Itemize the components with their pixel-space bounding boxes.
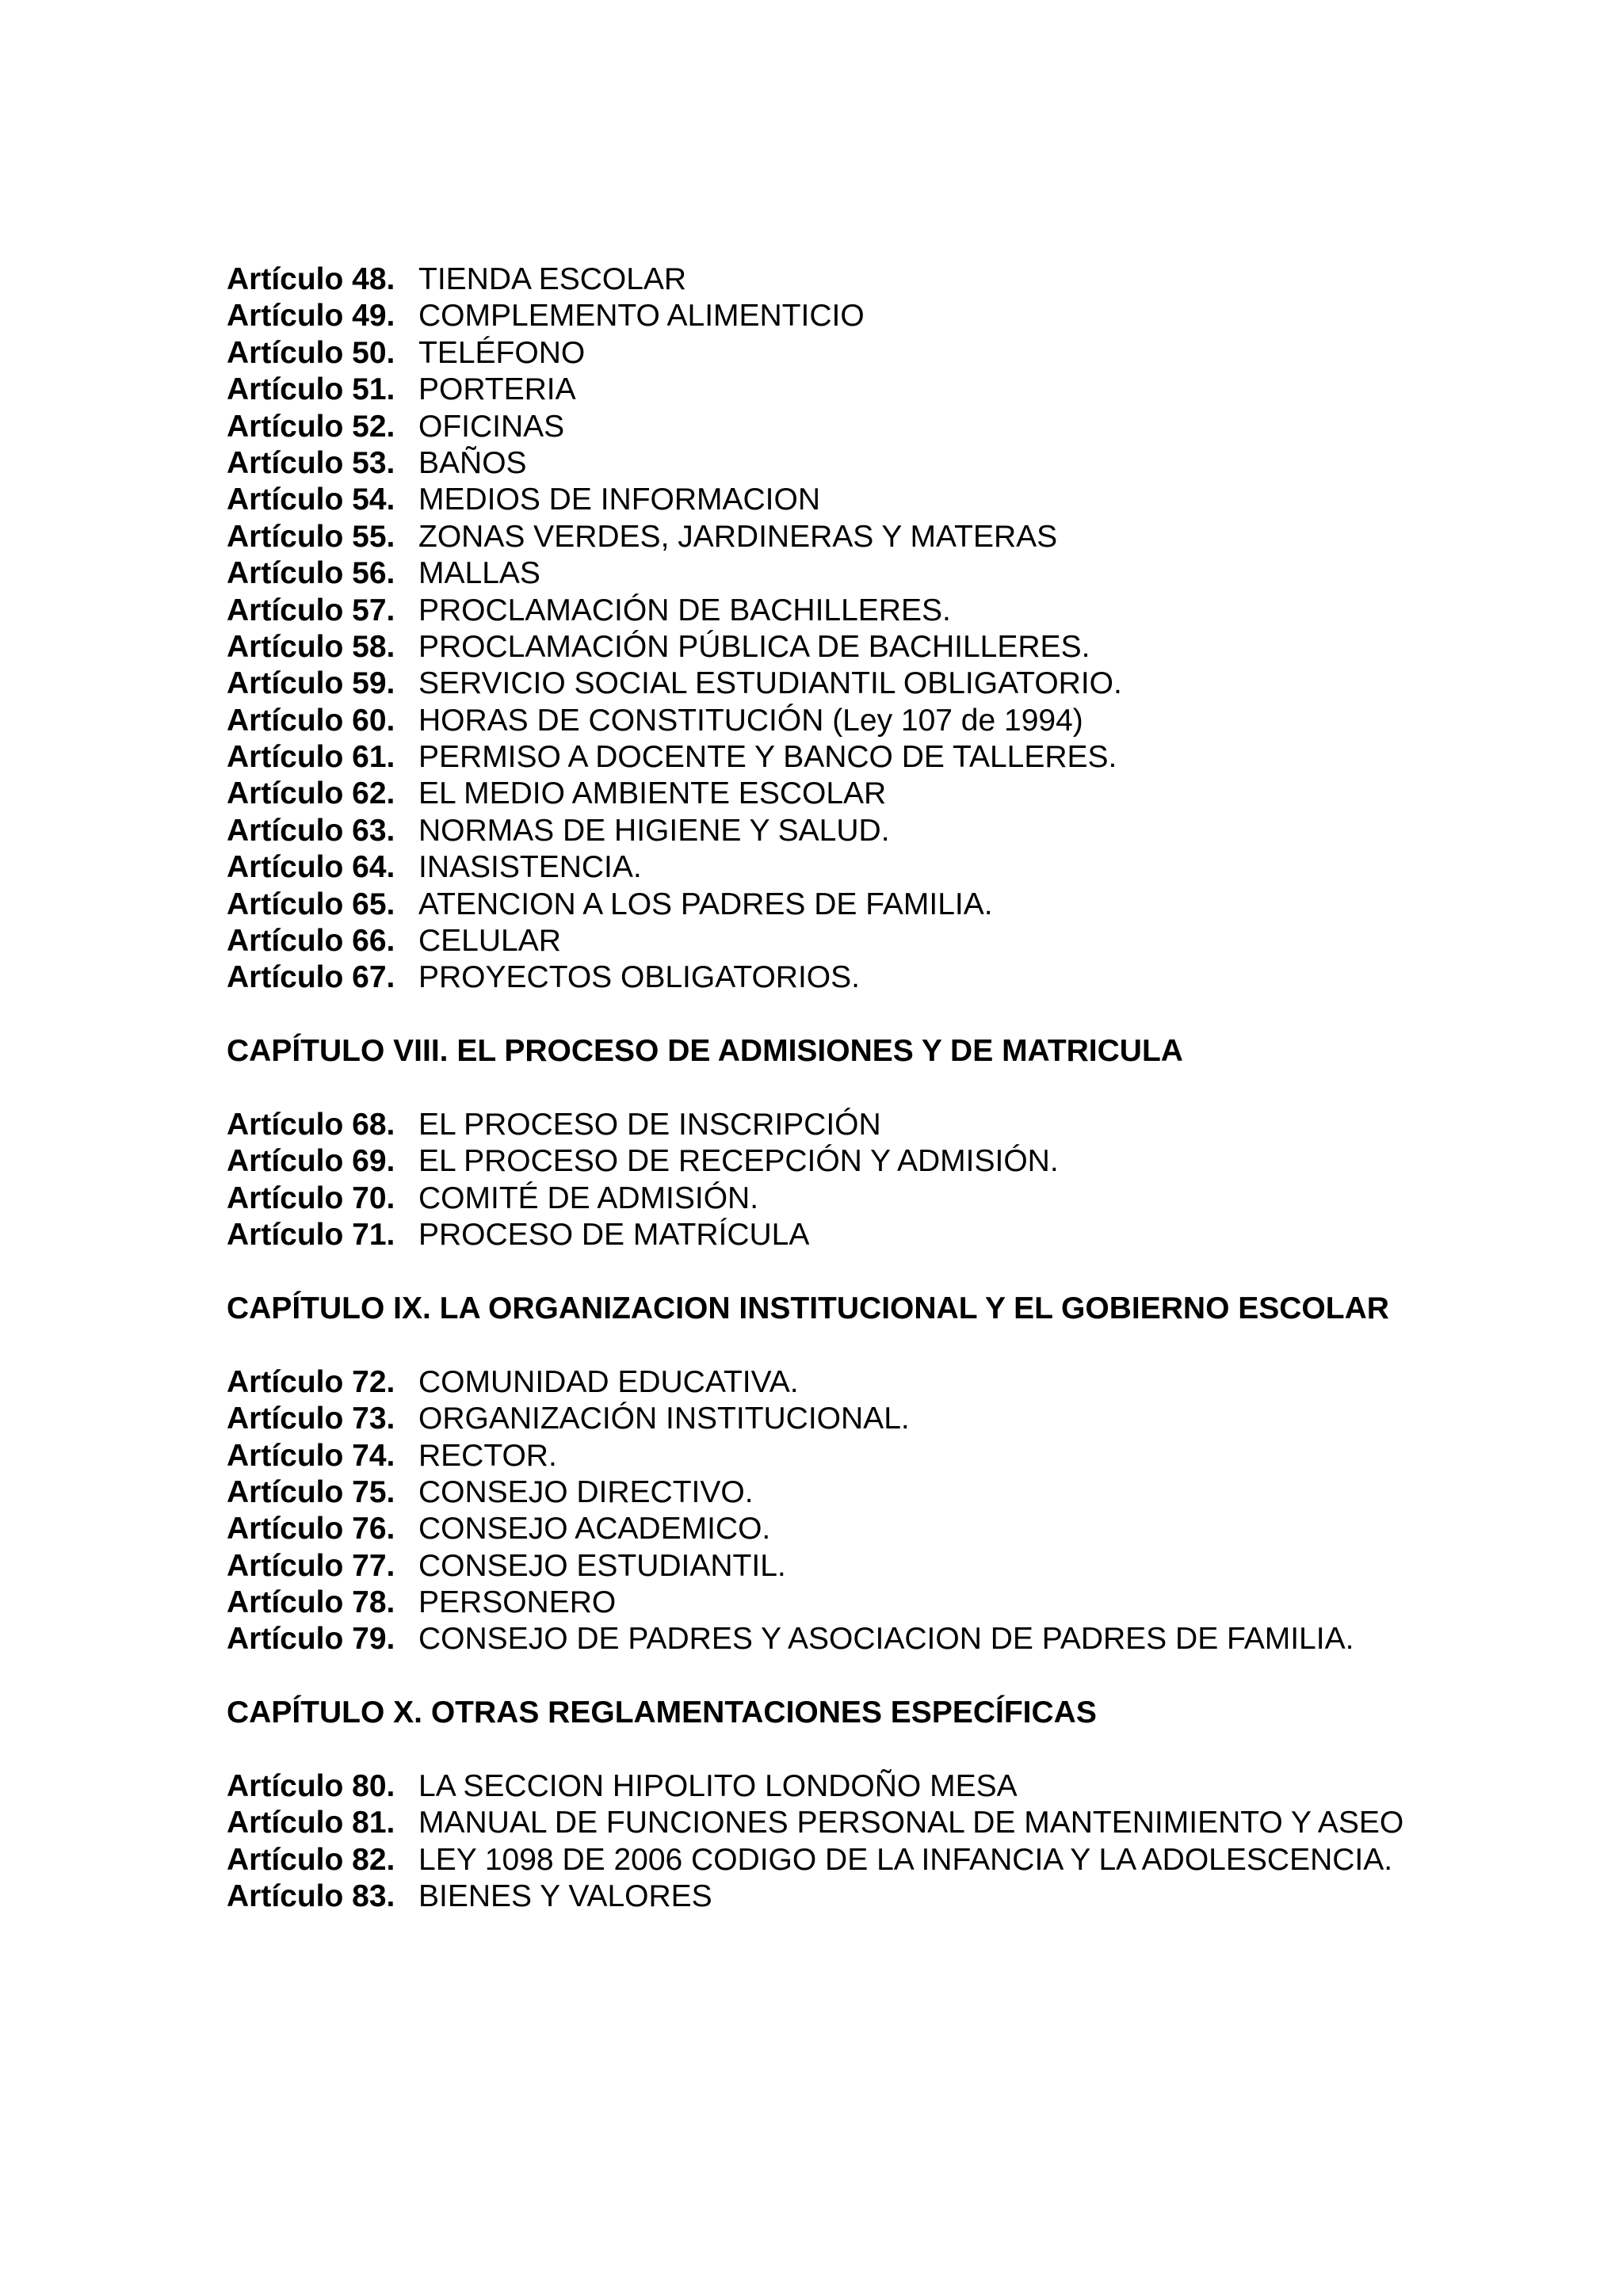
article-number: Artículo 76. [227, 1512, 395, 1547]
article-number: Artículo 63. [227, 813, 395, 848]
article-number: Artículo 56. [227, 556, 395, 591]
chapter-heading: CAPÍTULO X. OTRAS REGLAMENTACIONES ESPECÍFICAS [227, 1695, 1097, 1730]
article-title: CONSEJO DE PADRES Y ASOCIACION DE PADRES DE FAMILIA. [418, 1622, 1354, 1657]
article-title: INASISTENCIA. [418, 850, 642, 885]
article-number: Artículo 81. [227, 1806, 395, 1840]
article-entry [227, 629, 1574, 666]
article-title: HORAS DE CONSTITUCIÓN (Ley 107 de 1994) [418, 703, 1083, 738]
article-title: NORMAS DE HIGIENE Y SALUD. [418, 813, 890, 848]
article-entry [227, 1364, 1574, 1401]
article-entry [227, 1474, 1574, 1511]
article-entry [227, 1548, 1574, 1585]
article-number: Artículo 48. [227, 262, 395, 296]
article-number: Artículo 52. [227, 409, 395, 444]
article-number: Artículo 66. [227, 924, 395, 959]
article-entry [227, 887, 1574, 923]
article-title: PROCLAMACIÓN PÚBLICA DE BACHILLERES. [418, 629, 1090, 664]
article-title: CONSEJO DIRECTIVO. [418, 1474, 754, 1509]
article-entry [227, 482, 1574, 518]
article-number: Artículo 70. [227, 1180, 395, 1215]
article-title: TIENDA ESCOLAR [418, 262, 687, 296]
article-number: Artículo 58. [227, 629, 395, 664]
article-title: EL PROCESO DE RECEPCIÓN Y ADMISIÓN. [418, 1144, 1059, 1179]
article-entry [227, 1180, 1574, 1217]
article-number: Artículo 68. [227, 1107, 395, 1142]
article-number: Artículo 69. [227, 1144, 395, 1179]
article-title: LEY 1098 DE 2006 CODIGO DE LA INFANCIA Y LA ADOLESCENCIA. [418, 1842, 1393, 1877]
article-title: CONSEJO ESTUDIANTIL. [418, 1548, 786, 1583]
article-entry [227, 1878, 1574, 1915]
article-title: PROCESO DE MATRÍCULA [418, 1218, 810, 1253]
article-title: COMUNIDAD EDUCATIVA. [418, 1364, 799, 1399]
article-title: PROYECTOS OBLIGATORIOS. [418, 960, 860, 995]
article-number: Artículo 80. [227, 1769, 395, 1804]
article-number: Artículo 82. [227, 1842, 395, 1877]
article-number: Artículo 54. [227, 482, 395, 517]
article-number: Artículo 73. [227, 1402, 395, 1436]
article-title: MEDIOS DE INFORMACION [418, 482, 821, 517]
article-entry [227, 1217, 1574, 1253]
article-title: ORGANIZACIÓN INSTITUCIONAL. [418, 1402, 910, 1436]
article-number: Artículo 79. [227, 1622, 395, 1657]
article-entry [227, 1143, 1574, 1180]
article-number: Artículo 77. [227, 1548, 395, 1583]
article-entry [227, 555, 1574, 592]
article-number: Artículo 49. [227, 299, 395, 334]
article-entry [227, 739, 1574, 776]
article-number: Artículo 72. [227, 1364, 395, 1399]
article-entry [227, 409, 1574, 445]
article-entry [227, 298, 1574, 334]
chapter-heading: CAPÍTULO VIII. EL PROCESO DE ADMISIONES Y DE MATRICULA [227, 1034, 1183, 1069]
article-title: PORTERIA [418, 372, 576, 407]
article-number: Artículo 78. [227, 1585, 395, 1620]
article-entry [227, 776, 1574, 812]
article-entry [227, 372, 1574, 408]
article-entry [227, 703, 1574, 739]
article-title: BIENES Y VALORES [418, 1879, 712, 1914]
chapter-heading: CAPÍTULO IX. LA ORGANIZACION INSTITUCIONAL Y EL GOBIERNO ESCOLAR [227, 1291, 1389, 1325]
article-entry [227, 335, 1574, 372]
article-number: Artículo 59. [227, 666, 395, 701]
article-title: SERVICIO SOCIAL ESTUDIANTIL OBLIGATORIO. [418, 666, 1122, 701]
article-entry [227, 593, 1574, 629]
article-number: Artículo 55. [227, 519, 395, 554]
article-number: Artículo 74. [227, 1438, 395, 1473]
article-entry [227, 519, 1574, 555]
article-title: ZONAS VERDES, JARDINERAS Y MATERAS [418, 519, 1058, 554]
article-title: COMITÉ DE ADMISIÓN. [418, 1180, 759, 1215]
article-number: Artículo 51. [227, 372, 395, 407]
article-title: PERMISO A DOCENTE Y BANCO DE TALLERES. [418, 740, 1117, 775]
article-entry [227, 1842, 1574, 1878]
article-title: EL PROCESO DE INSCRIPCIÓN [418, 1107, 881, 1142]
article-title: ATENCION A LOS PADRES DE FAMILIA. [418, 887, 993, 921]
article-title: EL MEDIO AMBIENTE ESCOLAR [418, 776, 887, 811]
article-number: Artículo 71. [227, 1218, 395, 1253]
article-title: MANUAL DE FUNCIONES PERSONAL DE MANTENIMIENTO Y ASEO [418, 1806, 1404, 1840]
article-number: Artículo 83. [227, 1879, 395, 1914]
article-number: Artículo 60. [227, 703, 395, 738]
article-title: OFICINAS [418, 409, 565, 444]
article-entry [227, 849, 1574, 886]
article-entry [227, 923, 1574, 959]
article-entry [227, 1438, 1574, 1474]
article-title: PERSONERO [418, 1585, 617, 1620]
article-entry [227, 1401, 1574, 1437]
article-number: Artículo 65. [227, 887, 395, 921]
article-entry [227, 1107, 1574, 1143]
article-number: Artículo 64. [227, 850, 395, 885]
article-number: Artículo 57. [227, 593, 395, 627]
article-number: Artículo 50. [227, 335, 395, 370]
article-entry [227, 1621, 1574, 1657]
article-title: MALLAS [418, 556, 540, 591]
article-title: PROCLAMACIÓN DE BACHILLERES. [418, 593, 951, 627]
article-number: Artículo 62. [227, 776, 395, 811]
article-entry [227, 261, 1574, 298]
article-entry [227, 445, 1574, 482]
article-number: Artículo 61. [227, 740, 395, 775]
article-entry [227, 1511, 1574, 1547]
article-entry [227, 959, 1574, 996]
article-title: RECTOR. [418, 1438, 557, 1473]
article-number: Artículo 53. [227, 445, 395, 480]
article-entry [227, 813, 1574, 849]
article-title: TELÉFONO [418, 335, 586, 370]
article-title: CONSEJO ACADEMICO. [418, 1512, 771, 1547]
table-of-contents [227, 261, 1574, 1916]
article-title: BAÑOS [418, 445, 527, 480]
article-entry [227, 1805, 1574, 1841]
article-entry [227, 1768, 1574, 1805]
article-number: Artículo 67. [227, 960, 395, 995]
article-number: Artículo 75. [227, 1474, 395, 1509]
article-title: LA SECCION HIPOLITO LONDOÑO MESA [418, 1769, 1018, 1804]
article-title: CELULAR [418, 924, 561, 959]
article-entry [227, 1585, 1574, 1621]
article-entry [227, 666, 1574, 702]
article-title: COMPLEMENTO ALIMENTICIO [418, 299, 865, 334]
